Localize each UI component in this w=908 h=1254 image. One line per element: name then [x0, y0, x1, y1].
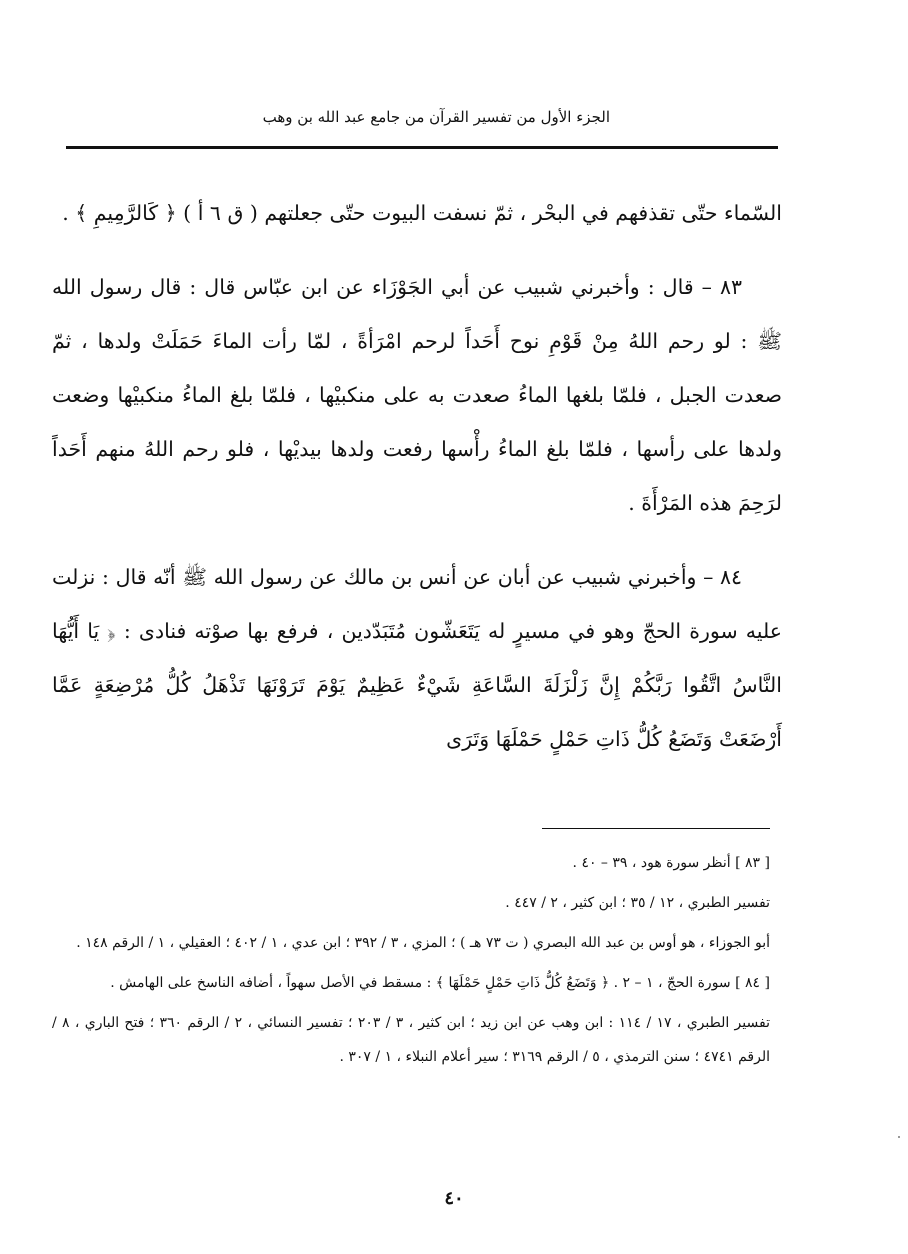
scan-mark [898, 1136, 900, 1138]
page-number: ٤٠ [444, 1188, 464, 1209]
footnote-83-tafsir: تفسير الطبري ، ١٢ / ٣٥ ؛ ابن كثير ، ٢ / ٤٤٧ . [505, 895, 770, 911]
header-divider [66, 146, 778, 149]
footnote-divider [542, 828, 770, 829]
footnote-83-narrator: أبو الجوزاء ، هو أوس بن عبد الله البصري ( ت ٧٣ هـ ) ؛ المزي ، ٣ / ٣٩٢ ؛ ابن عدي ، ١ / ٤٠٢ ؛ العقيلي ، ١ / الرقم ١٤٨ . [76, 935, 770, 951]
footnote-84-tafsir: تفسير الطبري ، ١٧ / ١١٤ : ابن وهب عن ابن زيد ؛ ابن كثير ، ٣ / ٢٠٣ ؛ تفسير النسائي ، ٢ / الرقم ٣٦٠ ؛ فتح الباري ، ٨ / الرقم ٤٧٤١ ؛ سنن الترمذي ، ٥ / الرقم ٣١٦٩ ؛ سير أعلام النبلاء ، ١ / ٣٠٧ . [52, 1015, 770, 1065]
paragraph-hadith-83: ٨٣ – قال : وأخبرني شبيب عن أبي الجَوْزَاء عن ابن عبّاس قال : قال رسول الله ﷺ : لو رحم اللهُ مِنْ قَوْمِ نوح أَحَداً لرحم امْرَأةً ، لمّا رأت الماءَ حَمَلَتْ ولدها ، ثمّ صعدت الجبل ، فلمّا بلغها الماءُ صعدت به على منكبيْها ، فلمّا بلغ الماءُ منكبيْها وضعت ولدها على رأسها ، فلمّا بلغ الماءُ رأْسها رفعت ولدها بيديْها ، فلو رحم اللهُ منهم أَحَداً لرَحِمَ هذه المَرْأَةَ . [52, 275, 782, 515]
paragraph-hadith-84: ٨٤ – وأخبرني شبيب عن أبان عن أنس بن مالك عن رسول الله ﷺ أنّه قال : نزلت عليه سورة الحجّ وهو في مسيرٍ له يَتَعَشّون مُتَبَدّدين ، فرفع بها صوْته فنادى : ﴿ يَا أَيُّهَا النَّاسُ اتَّقُوا رَبَّكُمْ إِنَّ زَلْزَلَةَ السَّاعَةِ شَيْءٌ عَظِيمٌ يَوْمَ تَرَوْنَهَا تَذْهَلُ كُلُّ مُرْضِعَةٍ عَمَّا أَرْضَعَتْ وَتَضَعُ كُلُّ ذَاتِ حَمْلٍ حَمْلَهَا وَتَرَى [52, 565, 782, 751]
paragraph-continuation: السّماء حتّى تقذفهم في البحْر ، ثمّ نسفت البيوت حتّى جعلتهم ( ق ٦ أ ) ﴿ كَالرَّمِيمِ ﴾ . [62, 201, 782, 225]
main-text [52, 186, 782, 786]
footnotes [52, 846, 770, 1080]
running-header: الجزء الأول من تفسير القرآن من جامع عبد الله بن وهب [262, 108, 610, 126]
footnote-83-ref: [ ٨٣ ] أنظر سورة هود ، ٣٩ – ٤٠ . [572, 855, 770, 871]
footnote-84-ref: [ ٨٤ ] سورة الحجّ ، ١ – ٢ . ﴿ وَتَضَعُ كُلُّ ذَاتِ حَمْلٍ حَمْلَهَا ﴾ : مسقط في الأصل سهواً ، أضافه الناسخ على الهامش . [110, 975, 770, 991]
